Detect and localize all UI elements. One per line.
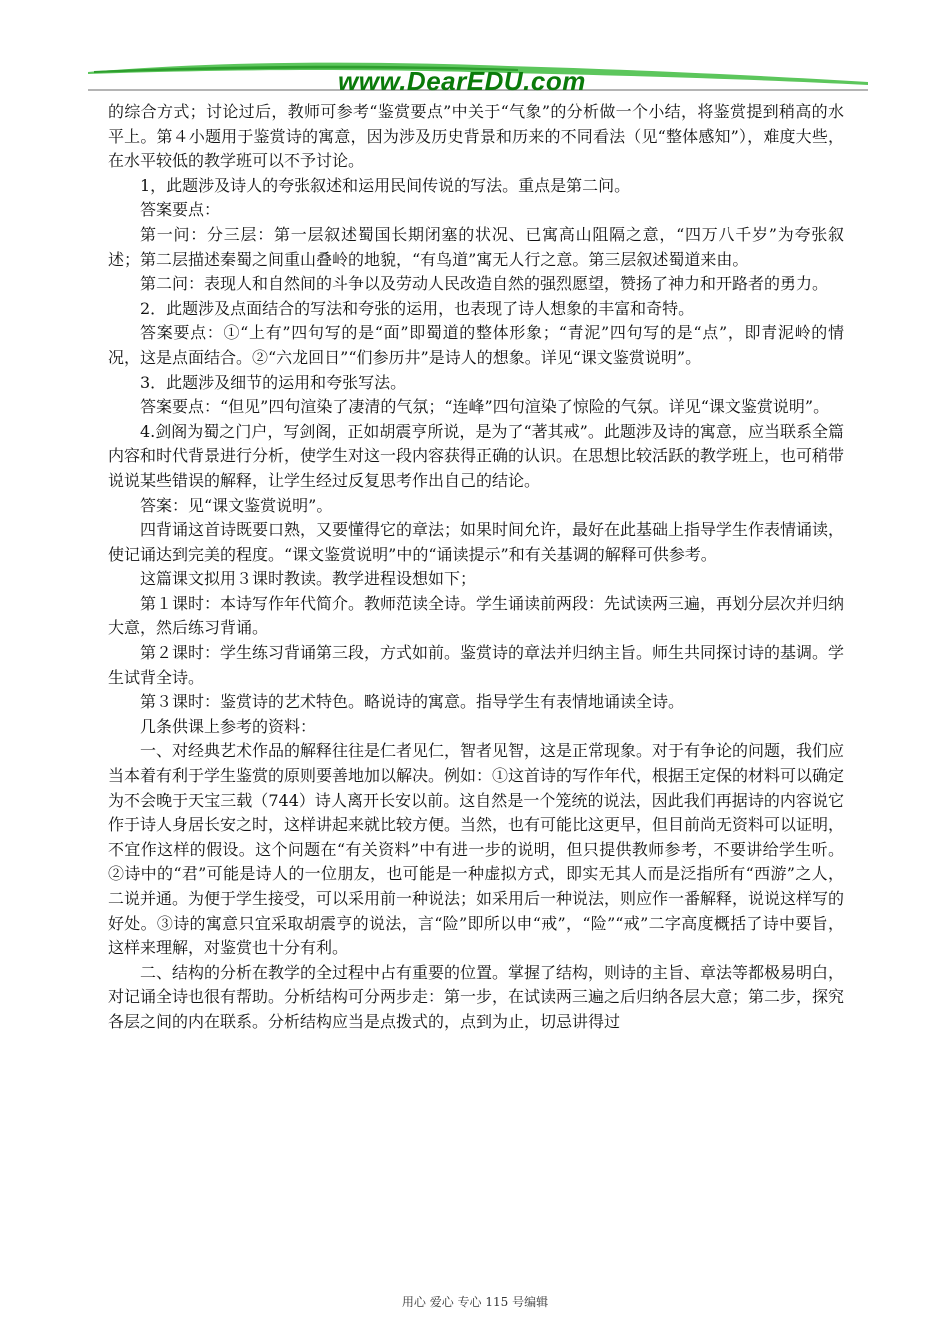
paragraph: 几条供课上参考的资料： [140, 716, 317, 736]
paragraph: 2．此题涉及点面结合的写法和夸张的运用，也表现了诗人想象的丰富和奇特。 [140, 298, 695, 318]
document-body [108, 100, 844, 1035]
paragraph: 第３课时：鉴赏诗的艺术特色。略说诗的寓意。指导学生有表情地诵读全诗。 [140, 692, 685, 712]
paragraph: 第一问：分三层：第一层叙述蜀国长期闭塞的状况、已寓高山阻隔之意，“四万八千岁”为夸张叙述；第二层描述秦蜀之间重山叠岭的地貌，“有鸟道”寓无人行之意。第三层叙述蜀道来由。 [108, 224, 844, 269]
paragraph: 这篇课文拟用３课时教读。教学进程设想如下； [140, 569, 477, 589]
site-header [88, 60, 868, 100]
paragraph: 答案：见“课文鉴赏说明”。 [140, 495, 333, 515]
paragraph: 答案要点：①“上有”四句写的是“面”即蜀道的整体形象；“青泥”四句写的是“点”，即青泥岭的情况，这是点面结合。②“六龙回日”“们参历井”是诗人的想象。详见“课文鉴赏说明”。 [108, 323, 844, 367]
paragraph: 第２课时：学生练习背诵第三段，方式如前。鉴赏诗的章法并归纳主旨。师生共同探讨诗的基调。学生试背全诗。 [108, 643, 845, 687]
paragraph: 答案要点：“但见”四句渲染了凄清的气氛；“连峰”四句渲染了惊险的气氛。详见“课文鉴赏说明”。 [140, 397, 830, 417]
paragraph: 二、结构的分析在教学的全过程中占有重要的位置。掌握了结构，则诗的主旨、章法等都极易明白，对记诵全诗也很有帮助。分析结构可分两步走：第一步，在试读两三遍之后归纳各层大意；第二步，探究各层之间的内在联系。分析结构应当是点拨式的，点到为止，切忌讲得过 [108, 962, 845, 1031]
paragraph: 1，此题涉及诗人的夸张叙述和运用民间传说的写法。重点是第二问。 [140, 175, 631, 195]
page-footer: 用心 爱心 专心 115 号编辑 [401, 1295, 549, 1309]
paragraph: 3．此题涉及细节的运用和夸张写法。 [140, 372, 407, 392]
paragraph: 4.剑阁为蜀之门户，写剑阁，正如胡震亨所说，是为了“著其戒”。此题涉及诗的寓意，应当联系全篇内容和时代背景进行分析，使学生对这一段内容获得正确的认识。在思想比较活跃的教学班上，也可稍带说说某些错误的解释，让学生经过反复思考作出自己的结论。 [108, 421, 845, 490]
paragraph: 一、对经典艺术作品的解释往往是仁者见仁，智者见智，这是正常现象。对于有争论的问题，我们应当本着有利于学生鉴赏的原则要善地加以解决。例如：①这首诗的写作年代，根据王定保的材料可以确定为不会晚于天宝三载（744）诗人离开长安以前。这自然是一个笼统的说法，因此我们再据诗的内容说它作于诗人身居长安之时，这样讲起来就比较方便。当然，也有可能比这更早，但目前尚无资料可以证明，不宜作这样的假设。这个问题在“有关资料”中有进一步的说明，但只提供教师参考，不要讲给学生听。②诗中的“君”可能是诗人的一位朋友，也可能是一种虚拟方式，即实无其人而是泛指所有“西游”之人，二说并通。为便于学生接受，可以采用前一种说法；如采用后一种说法，则应作一番解释，说说这样写的好处。③诗的寓意只宜采取胡震亨的说法，言“险”即所以申“戒”，“险”“戒”二字高度概括了诗中要旨，这样来理解，对鉴赏也十分有利。 [108, 741, 845, 958]
site-logo-text: www.DearEDU.com [338, 66, 586, 96]
paragraph: 的综合方式；讨论过后，教师可参考“鉴赏要点”中关于“气象”的分析做一个小结，将鉴赏提到稍高的水平上。第４小题用于鉴赏诗的寓意，因为涉及历史背景和历来的不同看法（见“整体感知”），难度大些，在水平较低的教学班可以不予讨论。 [108, 102, 844, 171]
paragraph: 第二问：表现人和自然间的斗争以及劳动人民改造自然的强烈愿望，赞扬了神力和开路者的勇力。 [140, 274, 829, 294]
paragraph: 第１课时：本诗写作年代简介。教师范读全诗。学生诵读前两段：先试读两三遍，再划分层次并归纳大意，然后练习背诵。 [108, 593, 845, 638]
paragraph: 答案要点： [140, 200, 221, 220]
paragraph: 四背诵这首诗既要口熟，又要懂得它的章法；如果时间允许，最好在此基础上指导学生作表情诵读，使记诵达到完美的程度。“课文鉴赏说明”中的“诵读提示”和有关基调的解释可供参考。 [108, 520, 845, 564]
